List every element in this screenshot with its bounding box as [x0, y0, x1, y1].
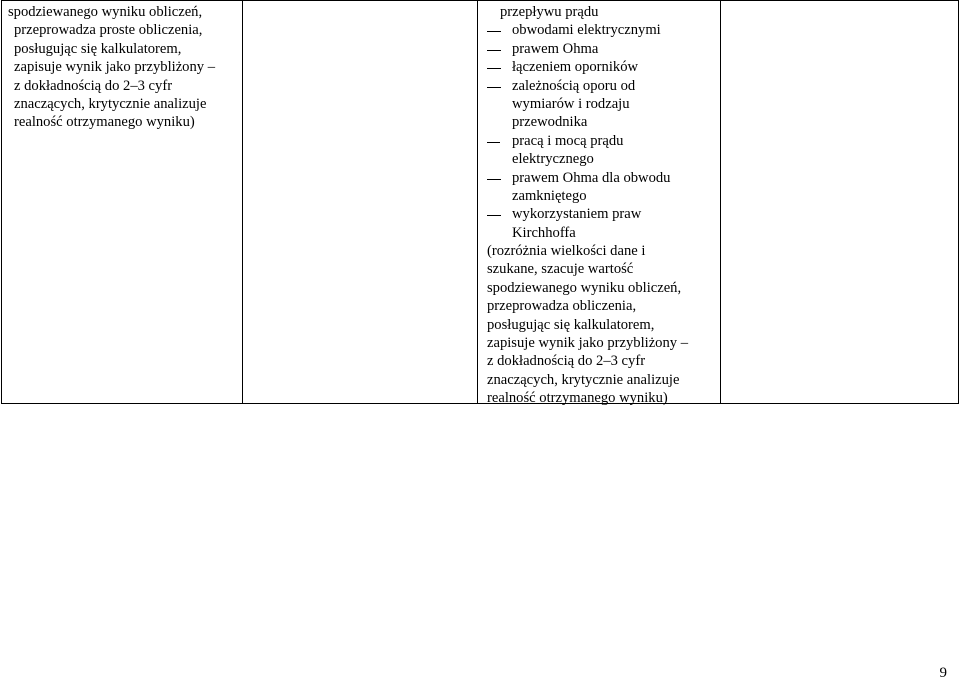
text-line: szukane, szacuje wartość — [487, 261, 634, 278]
list-item — [487, 58, 688, 76]
text-line: wykorzystaniem praw — [512, 206, 642, 223]
cell-text-extended — [487, 3, 688, 408]
text-line: znaczących, krytycznie analizuje — [14, 95, 207, 112]
text-line: zależnością oporu od — [512, 77, 636, 94]
text-line: z dokładnością do 2–3 cyfr — [487, 353, 646, 370]
dash-bullet — [487, 31, 501, 32]
dash-bullet — [487, 215, 501, 216]
text-line: przeprowadza obliczenia, — [487, 298, 637, 315]
table-cell-requirements-extended — [477, 1, 720, 407]
text-line: łączeniem oporników — [512, 59, 639, 76]
text-line: przewodnika — [512, 114, 588, 131]
text-line: spodziewanego wyniku obliczeń, — [8, 4, 203, 20]
table-cell-requirements-basic — [2, 1, 242, 403]
text-line: znaczących, krytycznie analizuje — [487, 371, 680, 388]
list-item — [487, 40, 688, 58]
text-line: spodziewanego wyniku obliczeń, — [487, 279, 682, 296]
cell-text-basic — [8, 3, 215, 132]
list-item — [487, 21, 688, 39]
curriculum-table — [1, 0, 959, 407]
text-line: obwodami elektrycznymi — [512, 22, 661, 39]
text-line: Kirchhoffa — [512, 224, 576, 241]
text-line: zapisuje wynik jako przybliżony – — [14, 59, 216, 76]
text-line: pracą i mocą prądu — [512, 132, 624, 149]
table-cell-empty — [242, 1, 477, 403]
text-line: realność otrzymanego wyniku) — [487, 390, 668, 407]
text-line: prawem Ohma dla obwodu — [512, 169, 671, 186]
text-line: realność otrzymanego wyniku) — [14, 114, 195, 131]
text-line: wymiarów i rodzaju — [512, 95, 630, 112]
dash-bullet — [487, 50, 501, 51]
text-line: elektrycznego — [512, 151, 594, 168]
text-line: zapisuje wynik jako przybliżony – — [487, 335, 689, 352]
list-item — [487, 77, 688, 132]
list-item — [487, 132, 688, 169]
list-item — [487, 169, 688, 206]
text-line: z dokładnością do 2–3 cyfr — [14, 77, 173, 94]
dash-bullet — [487, 142, 500, 143]
text-line: posługując się kalkulatorem, — [14, 40, 182, 57]
text-line: prawem Ohma — [512, 40, 599, 57]
dash-bullet — [487, 179, 501, 180]
text-line: przepływu prądu — [500, 4, 599, 20]
list-item — [487, 205, 688, 242]
text-line: przeprowadza proste obliczenia, — [14, 22, 203, 39]
page-number: 9 — [939, 665, 947, 681]
dash-bullet — [487, 68, 501, 69]
table-cell-empty — [720, 1, 958, 403]
dash-bullet — [487, 87, 501, 88]
text-line: zamkniętego — [512, 187, 587, 204]
text-line: (rozróżnia wielkości dane i — [487, 243, 646, 260]
text-line: posługując się kalkulatorem, — [487, 316, 655, 333]
